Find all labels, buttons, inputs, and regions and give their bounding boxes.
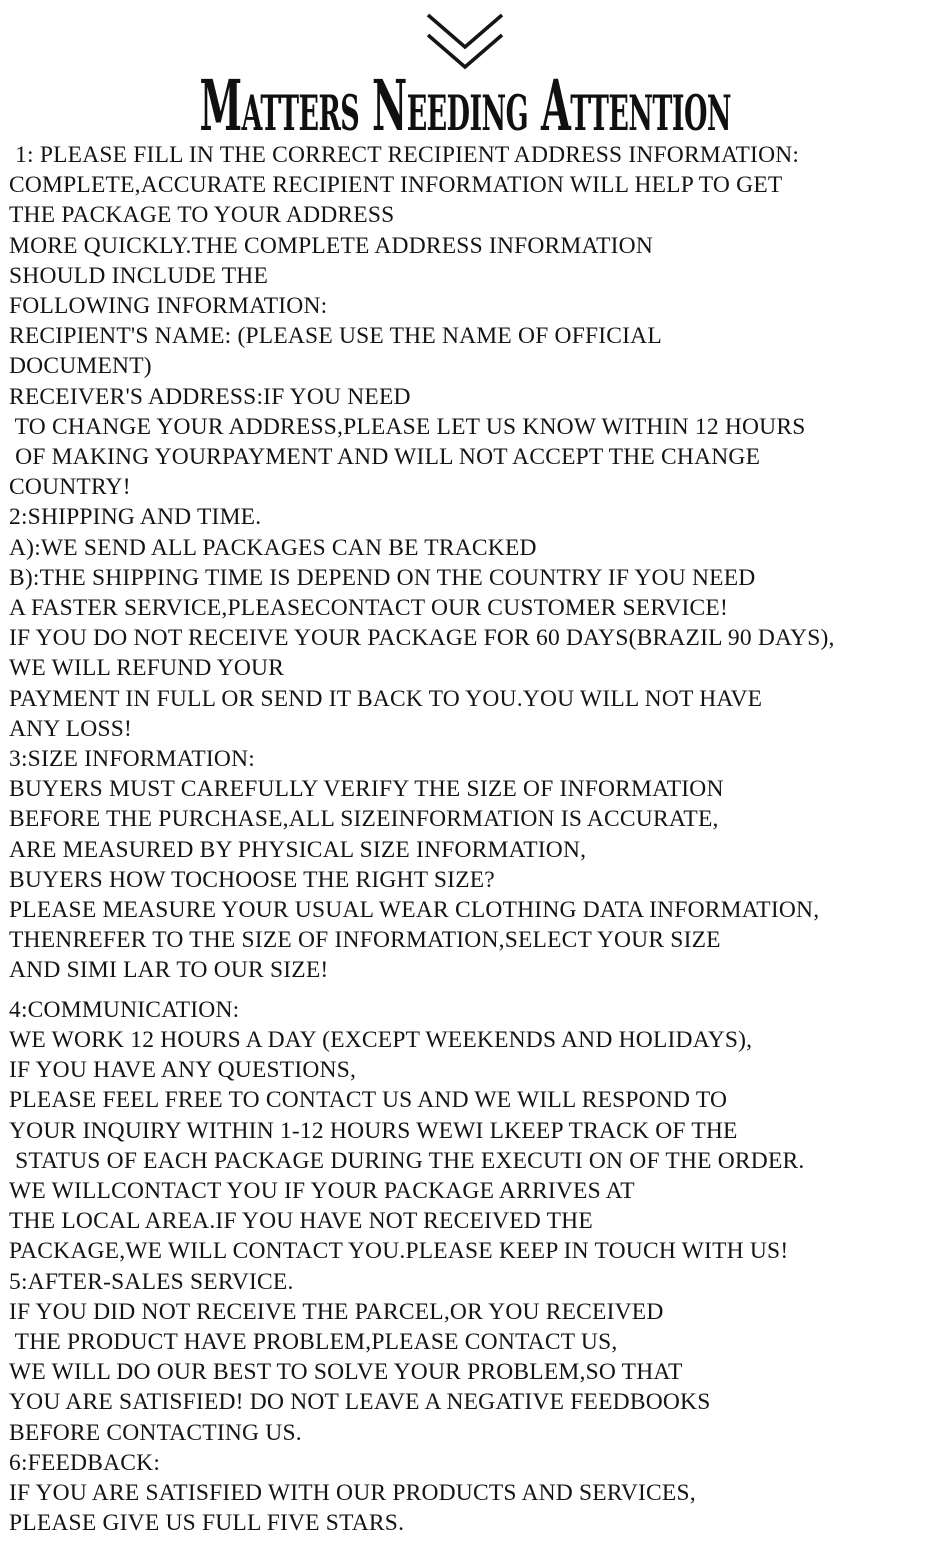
notice-line: YOUR INQUIRY WITHIN 1-12 HOURS WEWI LKEEP TRACK OF THE: [9, 1117, 738, 1144]
notice-line: A FASTER SERVICE,PLEASECONTACT OUR CUSTOMER SERVICE!: [9, 595, 728, 622]
notice-line: IF YOU ARE SATISFIED WITH OUR PRODUCTS AND SERVICES,: [9, 1479, 696, 1506]
notice-line: ANY LOSS!: [9, 715, 133, 742]
notice-line: DOCUMENT): [9, 353, 152, 380]
notice-line: PLEASE FEEL FREE TO CONTACT US AND WE WILL RESPOND TO: [9, 1087, 728, 1114]
notice-line: ARE MEASURED BY PHYSICAL SIZE INFORMATION,: [9, 836, 587, 863]
notice-line: A):WE SEND ALL PACKAGES CAN BE TRACKED: [9, 534, 537, 561]
notice-line: STATUS OF EACH PACKAGE DURING THE EXECUTI ON OF THE ORDER.: [9, 1147, 805, 1174]
header-icon-area: [0, 0, 930, 70]
notice-line: BEFORE CONTACTING US.: [9, 1419, 302, 1446]
notice-line: WE WILL REFUND YOUR: [9, 655, 285, 682]
notice-line: OF MAKING YOURPAYMENT AND WILL NOT ACCEPT THE CHANGE: [9, 444, 761, 471]
notice-line: WE WILL DO OUR BEST TO SOLVE YOUR PROBLEM,SO THAT: [9, 1359, 683, 1386]
notice-line: SHOULD INCLUDE THE: [9, 262, 269, 289]
notice-line: COUNTRY!: [9, 474, 131, 501]
notice-line: B):THE SHIPPING TIME IS DEPEND ON THE COUNTRY IF YOU NEED: [9, 564, 756, 591]
double-chevron-down-icon: [424, 12, 506, 70]
notice-line: THE PACKAGE TO YOUR ADDRESS: [9, 202, 395, 229]
notice-line: AND SIMI LAR TO OUR SIZE!: [9, 957, 329, 984]
notice-line: IF YOU DO NOT RECEIVE YOUR PACKAGE FOR 60 DAYS(BRAZIL 90 DAYS),: [9, 625, 835, 652]
notice-line: 1: PLEASE FILL IN THE CORRECT RECIPIENT ADDRESS INFORMATION:: [9, 142, 800, 168]
notice-line: TO CHANGE YOUR ADDRESS,PLEASE LET US KNOW WITHIN 12 HOURS: [9, 413, 806, 440]
notice-line: BUYERS HOW TOCHOOSE THE RIGHT SIZE?: [9, 866, 495, 893]
notice-line: RECEIVER'S ADDRESS:IF YOU NEED: [9, 383, 411, 410]
notice-line: 4:COMMUNICATION:: [9, 996, 240, 1023]
notice-line: 3:SIZE INFORMATION:: [9, 746, 255, 773]
notice-line: PACKAGE,WE WILL CONTACT YOU.PLEASE KEEP IN TOUCH WITH US!: [9, 1238, 789, 1265]
notice-line: YOU ARE SATISFIED! DO NOT LEAVE A NEGATIVE FEEDBOOKS: [9, 1389, 711, 1416]
notice-line: COMPLETE,ACCURATE RECIPIENT INFORMATION WILL HELP TO GET: [9, 172, 783, 199]
notice-line: PAYMENT IN FULL OR SEND IT BACK TO YOU.YOU WILL NOT HAVE: [9, 685, 763, 712]
notice-line: PLEASE MEASURE YOUR USUAL WEAR CLOTHING DATA INFORMATION,: [9, 897, 820, 924]
notice-line: MORE QUICKLY.THE COMPLETE ADDRESS INFORMATION: [9, 232, 654, 259]
notice-line: BUYERS MUST CAREFULLY VERIFY THE SIZE OF INFORMATION: [9, 776, 724, 803]
notice-line: FOLLOWING INFORMATION:: [9, 293, 328, 320]
notice-line: PLEASE GIVE US FULL FIVE STARS.: [9, 1510, 405, 1537]
notice-line: 2:SHIPPING AND TIME.: [9, 504, 262, 531]
notice-line: THENREFER TO THE SIZE OF INFORMATION,SELECT YOUR SIZE: [9, 927, 721, 954]
notice-line: RECIPIENT'S NAME: (PLEASE USE THE NAME OF OFFICIAL: [9, 323, 662, 350]
notice-line: 5:AFTER-SALES SERVICE.: [9, 1268, 294, 1295]
notice-body: [0, 138, 930, 1538]
notice-line: WE WILLCONTACT YOU IF YOUR PACKAGE ARRIVES AT: [9, 1177, 635, 1204]
notice-line: THE PRODUCT HAVE PROBLEM,PLEASE CONTACT US,: [9, 1328, 618, 1355]
notice-line: WE WORK 12 HOURS A DAY (EXCEPT WEEKENDS AND HOLIDAYS),: [9, 1026, 753, 1053]
notice-line: BEFORE THE PURCHASE,ALL SIZEINFORMATION IS ACCURATE,: [9, 806, 719, 833]
notice-line: 6:FEEDBACK:: [9, 1449, 161, 1476]
page-title: Matters Needing Attention: [199, 64, 731, 147]
notice-line: IF YOU DID NOT RECEIVE THE PARCEL,OR YOU RECEIVED: [9, 1298, 664, 1325]
page-title-wrap: [0, 64, 930, 147]
notice-line: IF YOU HAVE ANY QUESTIONS,: [9, 1057, 357, 1084]
notice-line: THE LOCAL AREA.IF YOU HAVE NOT RECEIVED THE: [9, 1208, 593, 1235]
